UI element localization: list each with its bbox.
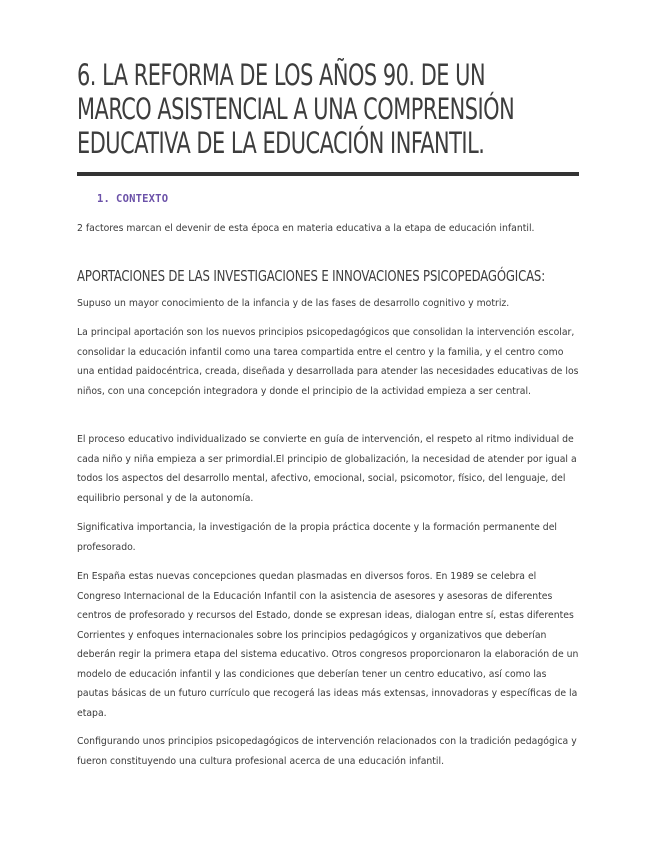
section-label: CONTEXTO	[116, 193, 169, 205]
paragraph-3: El proceso educativo individualizado se convierte en guía de intervención, el respeto al ritmo individual de cada niño y niña empieza a ser primordial.El principio de globalización, la necesidad de atender por igual a todos los aspectos del desarrollo mental, afectivo, emocional, social, psicomotor, físico, del lenguaje, del equilibrio personal y de la autonomía.	[77, 434, 577, 504]
paragraph-4: Significativa importancia, la investigación de la propia práctica docente y la formación permanente del profesorado.	[77, 522, 557, 553]
intro-paragraph: 2 factores marcan el devenir de esta época en materia educativa a la etapa de educación infantil.	[77, 223, 535, 234]
paragraph-5: En España estas nuevas concepciones quedan plasmadas en diversos foros. En 1989 se celebra el Congreso Internacional de la Educación Infantil con la asistencia de asesores y asesoras de diferentes centros de profesorado y recursos del Estado, donde se expresan ideas, dialogan entre sí, estas diferentes Corrientes y enfoques internacionales sobre los principios pedagógicos y organizativos que deberían deberán regir la primera etapa del sistema educativo. Otros congresos proporcionaron la elaboración de un modelo de educación infantil y las condiciones que deberían tener un centro educativo, así como las pautas básicas de un futuro currículo que recogerá las ideas más extensas, innovadoras y específicas de la etapa.	[77, 571, 579, 719]
title-line-1: 6. LA REFORMA DE LOS AÑOS 90. DE UN	[77, 58, 486, 92]
page-title	[77, 0, 581, 160]
paragraph-6: Configurando unos principios psicopedagógicos de intervención relacionados con la tradición pedagógica y fueron constituyendo una cultura profesional acerca de una educación infantil.	[77, 736, 577, 767]
title-divider	[77, 172, 579, 176]
section-heading-contexto	[97, 193, 168, 205]
section-number: 1.	[97, 193, 111, 205]
document-page	[77, 0, 579, 767]
title-line-2: MARCO ASISTENCIAL A UNA COMPRENSIÓN	[77, 92, 515, 126]
paragraph-2: La principal aportación son los nuevos principios psicopedagógicos que consolidan la intervención escolar, consolidar la educación infantil como una tarea compartida entre el centro y la familia, y el centro como una entidad paidocéntrica, creada, diseñada y desarrollada para atender las necesidades educativas de los niños, con una concepción integradora y donde el principio de la actividad empieza a ser central.	[77, 327, 579, 397]
paragraph-1: Supuso un mayor conocimiento de la infancia y de las fases de desarrollo cognitivo y motriz.	[77, 298, 510, 309]
subheading-aportaciones: APORTACIONES DE LAS INVESTIGACIONES E INNOVACIONES PSICOPEDAGÓGICAS:	[77, 267, 545, 285]
title-line-3: EDUCATIVA DE LA EDUCACIÓN INFANTIL.	[77, 126, 485, 160]
